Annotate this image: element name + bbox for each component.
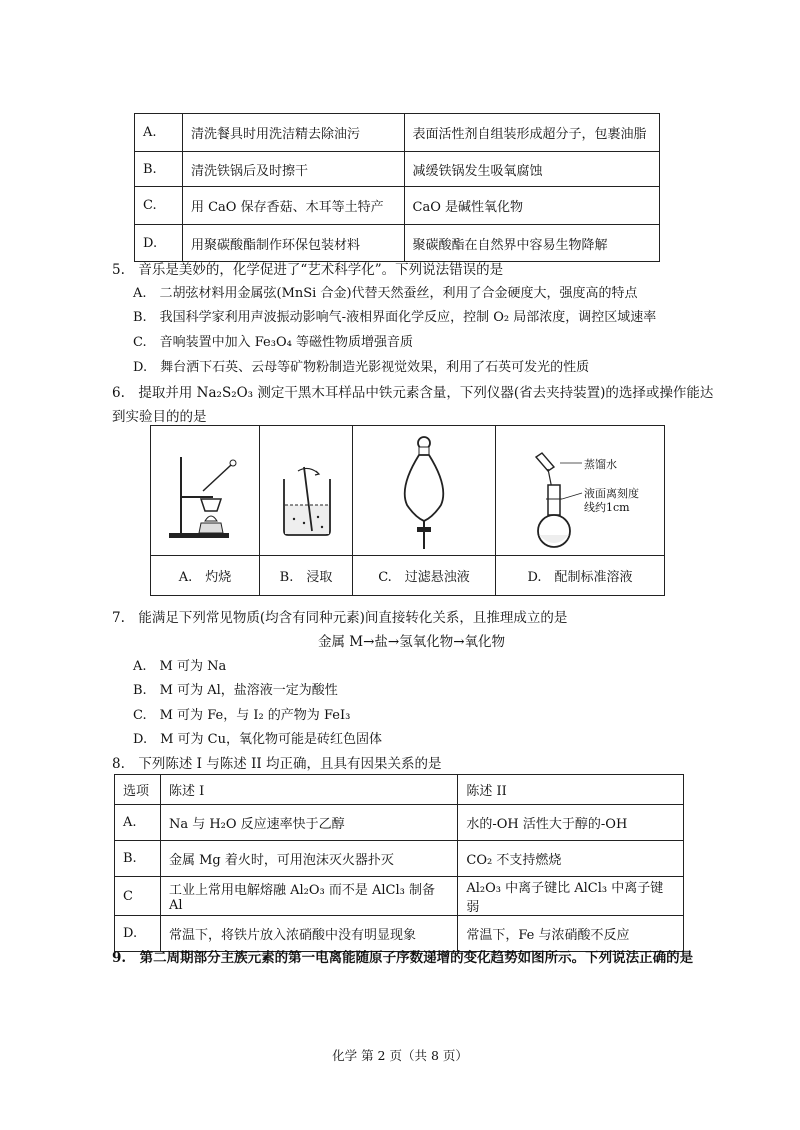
header-option: 选项 — [115, 775, 161, 805]
table-row — [115, 805, 684, 841]
header-statement-2: 陈述 II — [458, 775, 684, 805]
operation-cell: 清洗铁锅后及时擦干 — [182, 152, 404, 187]
operation-cell: 清洗餐具时用洗洁精去除油污 — [182, 114, 404, 152]
flask-label-level: 液面离刻度 — [584, 486, 639, 500]
header-statement-1: 陈述 I — [160, 775, 457, 805]
q6-stem-line1: 6. 提取并用 Na₂S₂O₃ 测定干黑木耳样品中铁元素含量，下列仪器(省去夹持装置)的选择或操作能达 — [112, 385, 714, 401]
q6-stem-line2: 到实验目的的是 — [112, 409, 207, 425]
statement-1-cell: Na 与 H₂O 反应速率快于乙醇 — [160, 805, 457, 841]
chemistry-cell: CaO 是碱性氧化物 — [404, 187, 659, 225]
table-header-row — [115, 775, 684, 805]
page-footer: 化学 第 2 页（共 8 页） — [332, 1048, 468, 1063]
q7-stem: 7. 能满足下列常见物质(均含有同种元素)间直接转化关系，且推理成立的是 — [112, 610, 568, 626]
statement-2-cell: 水的-OH 活性大于醇的-OH — [458, 805, 684, 841]
table-row — [135, 225, 660, 262]
chemistry-cell: 聚碳酸酯在自然界中容易生物降解 — [404, 225, 659, 262]
separatory-funnel-icon — [353, 427, 495, 555]
option-a-label: A. 灼烧 — [151, 556, 260, 596]
table-row — [135, 114, 660, 152]
option-cell: D. — [135, 225, 183, 262]
statement-1-cell: 常温下，将铁片放入浓硝酸中没有明显现象 — [160, 916, 457, 952]
option-cell: B. — [115, 841, 161, 877]
statement-2-cell: 常温下，Fe 与浓硝酸不反应 — [458, 916, 684, 952]
q8-table — [114, 774, 684, 952]
option-d-label: D. 配制标准溶液 — [496, 556, 665, 596]
q7-option-d: D. M 可为 Cu，氧化物可能是砖红色固体 — [133, 732, 382, 747]
operation-cell: 用 CaO 保存香菇、木耳等土特产 — [182, 187, 404, 225]
q7-option-b: B. M 可为 Al，盐溶液一定为酸性 — [133, 683, 338, 698]
chemistry-cell: 表面活性剂自组装形成超分子，包裹油脂 — [404, 114, 659, 152]
q6-apparatus-table — [150, 425, 665, 596]
q5-stem: 5. 音乐是美妙的，化学促进了“艺术科学化”。下列说法错误的是 — [112, 262, 504, 278]
operation-cell: 用聚碳酸酯制作环保包装材料 — [182, 225, 404, 262]
q5-option-d: D. 舞台洒下石英、云母等矿物粉制造光影视觉效果，利用了石英可发光的性质 — [133, 360, 590, 375]
table-row — [115, 841, 684, 877]
option-cell: A. — [115, 805, 161, 841]
statement-2-cell: CO₂ 不支持燃烧 — [458, 841, 684, 877]
burner-apparatus-cell — [151, 426, 260, 556]
option-cell: C — [115, 877, 161, 916]
apparatus-row — [151, 426, 665, 556]
q7-chain: 金属 M→盐→氢氧化物→氧化物 — [318, 634, 506, 650]
crucible-burner-icon — [151, 427, 259, 555]
flask-label-line: 线约1cm — [584, 500, 630, 514]
flask-apparatus-cell — [496, 426, 665, 556]
q8-stem: 8. 下列陈述 I 与陈述 II 均正确，且具有因果关系的是 — [112, 756, 442, 772]
statement-1-cell: 金属 Mg 着火时，可用泡沫灭火器扑灭 — [160, 841, 457, 877]
table-row — [135, 152, 660, 187]
option-c-label: C. 过滤悬浊液 — [353, 556, 496, 596]
option-cell: A. — [135, 114, 183, 152]
funnel-apparatus-cell — [353, 426, 496, 556]
flask-label-water: 蒸馏水 — [584, 457, 617, 471]
option-cell: C. — [135, 187, 183, 225]
table-row — [115, 877, 684, 916]
statement-1-cell: 工业上常用电解熔融 Al₂O₃ 而不是 AlCl₃ 制备 Al — [160, 877, 457, 916]
table-row — [135, 187, 660, 225]
beaker-apparatus-cell — [260, 426, 353, 556]
q7-option-c: C. M 可为 Fe，与 I₂ 的产物为 FeI₃ — [133, 708, 351, 723]
chemistry-cell: 减缓铁锅发生吸氧腐蚀 — [404, 152, 659, 187]
q5-option-a: A. 二胡弦材料用金属弦(MnSi 合金)代替天然蚕丝，利用了合金硬度大，强度高的特点 — [133, 286, 638, 301]
q4-table — [134, 113, 660, 262]
option-b-label: B. 浸取 — [260, 556, 353, 596]
label-row — [151, 556, 665, 596]
option-cell: D. — [115, 916, 161, 952]
q5-option-b: B. 我国科学家利用声波振动影响气-液相界面化学反应，控制 O₂ 局部浓度，调控区域速率 — [133, 310, 657, 325]
q7-option-a: A. M 可为 Na — [133, 659, 227, 674]
statement-2-cell: Al₂O₃ 中离子键比 AlCl₃ 中离子键弱 — [458, 877, 684, 916]
option-cell: B. — [135, 152, 183, 187]
q9-stem: 9. 第二周期部分主族元素的第一电离能随原子序数递增的变化趋势如图所示。下列说法正确的是 — [112, 950, 694, 966]
q5-option-c: C. 音响装置中加入 Fe₃O₄ 等磁性物质增强音质 — [133, 335, 413, 350]
beaker-stirring-icon — [260, 427, 352, 555]
